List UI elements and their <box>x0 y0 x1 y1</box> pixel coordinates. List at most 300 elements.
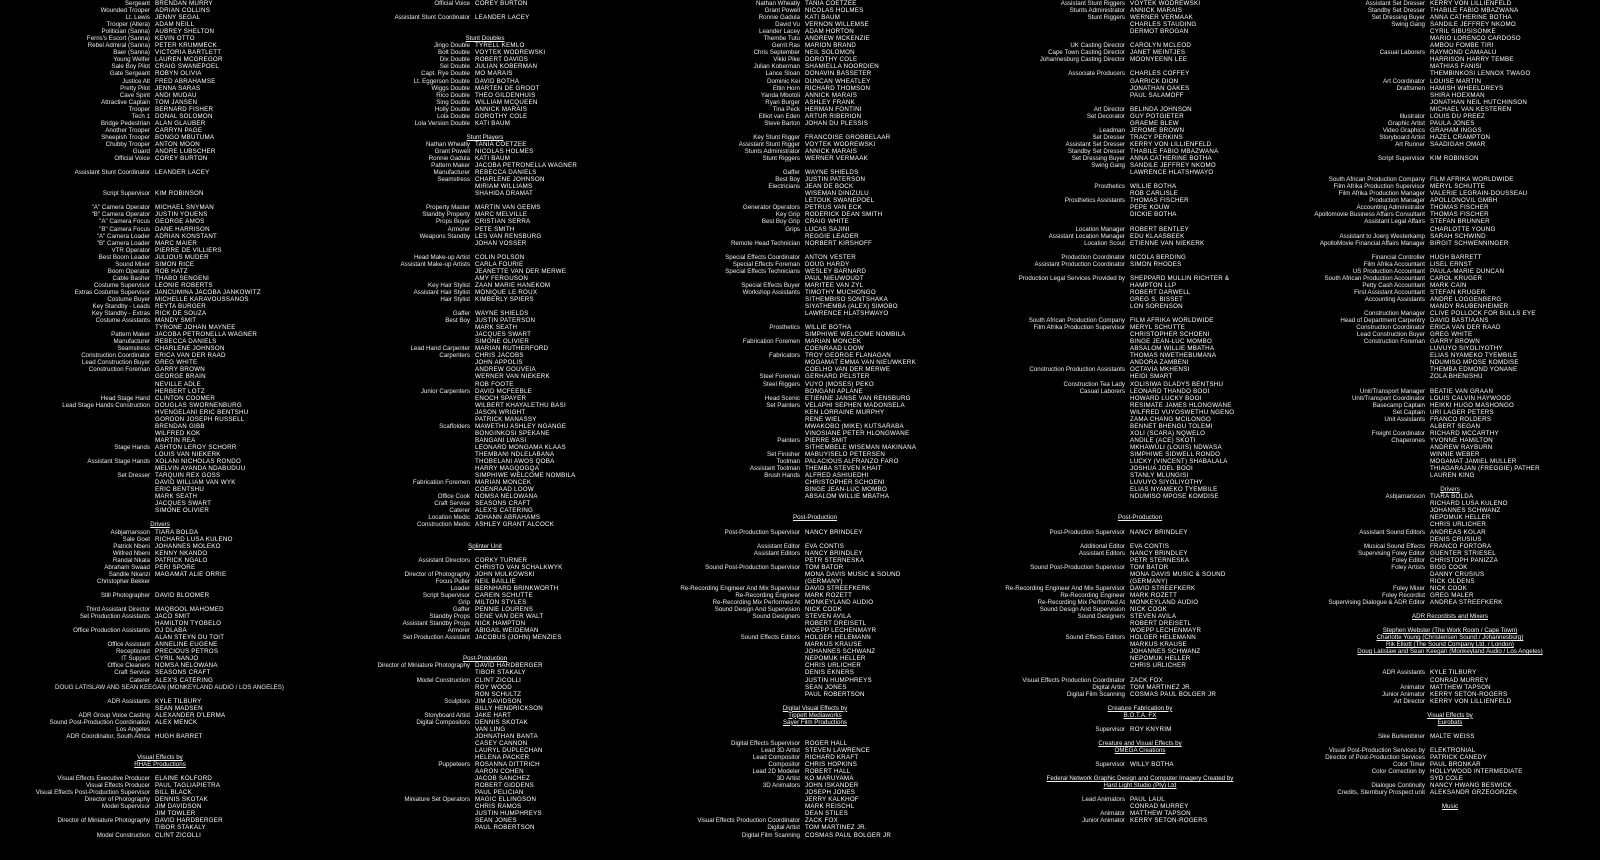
credit-name: ETIENNE VAN NIEKERK <box>1130 239 1205 247</box>
credit-name: ROBYN OLIVIA <box>155 70 202 78</box>
credit-role: "B" Camera Focus <box>99 225 150 233</box>
credit-name: HELENA PACKER <box>475 754 530 762</box>
credit-role <box>980 416 1130 423</box>
credit-spacer <box>980 176 1300 183</box>
credit-row <box>0 402 320 409</box>
credit-name: ROBERT DAVIDS <box>475 56 529 64</box>
credit-name: JUSTIN PATERSON <box>475 317 536 325</box>
credit-row <box>980 21 1300 28</box>
credit-row <box>320 162 650 169</box>
credit-row <box>320 430 650 437</box>
credit-name: DENE VAN DER WALT <box>475 613 544 621</box>
credit-row <box>320 416 650 423</box>
credit-row <box>650 21 980 28</box>
credit-role: Key Stunt Rigger <box>753 133 800 141</box>
credit-role: Manufacturer <box>113 338 150 346</box>
credit-name: MARK REISCHL <box>805 803 855 811</box>
credit-name: ASHTON LEROY SCHORR <box>155 443 237 451</box>
credit-name: ALBERT SEGAN <box>1430 422 1481 430</box>
credit-name: PAUL ROBERTSON <box>475 824 535 832</box>
credit-role <box>0 465 155 472</box>
credit-role: Assistant Editors <box>1078 549 1125 557</box>
credit-name: TIBOR STAKALY <box>155 824 206 832</box>
credit-name: PAUL ROBERTSON <box>805 690 865 698</box>
credit-name: BIGG COOK <box>1430 563 1468 571</box>
credit-row <box>1300 500 1600 507</box>
credit-name: OCTAVIA MKHENSI <box>1130 366 1190 374</box>
credit-name: ROBERT DARWELL <box>1130 288 1191 296</box>
credit-row <box>1300 289 1600 296</box>
credit-role: Supervising Foley Editor <box>1357 549 1425 557</box>
credit-row <box>320 761 650 768</box>
credit-name: ELAINE KOLFORD <box>155 775 213 783</box>
credit-spacer <box>1300 662 1600 669</box>
credit-row <box>320 120 650 127</box>
credit-name: PERI SPORE <box>155 563 196 571</box>
credit-role <box>980 627 1130 634</box>
credit-name: KEN LORRAINE MURPHY <box>805 408 885 416</box>
credit-role: Apollomovie Business Affairs Consultant <box>1314 211 1425 219</box>
credit-role: Puppeteers <box>438 761 470 769</box>
credit-name: COSMAS PAUL BOLGER JR <box>1130 690 1217 698</box>
credit-role <box>320 726 475 733</box>
credit-row <box>650 155 980 162</box>
credit-row <box>980 134 1300 141</box>
credit-name: RICHARD KRAFT <box>805 754 859 762</box>
credit-name: PEPE KOUW <box>1130 204 1170 212</box>
credit-name: COENRAAD LOOW <box>805 345 864 353</box>
credit-name: CRAIG WHITE <box>805 218 849 226</box>
credit-row <box>980 162 1300 169</box>
credit-name: RICK DE SOUZA <box>155 310 207 318</box>
credit-row <box>980 282 1300 289</box>
credit-row <box>650 592 980 599</box>
credit-spacer <box>980 63 1300 70</box>
credit-row <box>0 324 320 331</box>
credit-section-heading: RHAE Productions <box>134 761 186 769</box>
credit-role: Draftsmen <box>1396 84 1425 92</box>
credit-name: NICOLAS HOLMES <box>475 147 534 155</box>
credit-spacer <box>0 176 320 183</box>
credit-name: WISEMAN DINIZULU <box>805 190 869 198</box>
credit-row <box>650 14 980 21</box>
credit-role <box>0 486 155 493</box>
credit-row <box>320 677 650 684</box>
credit-role: Carpenters <box>439 352 470 360</box>
credit-role: Remote Head Technician <box>730 239 800 247</box>
credit-name: SYD COLE <box>1430 775 1464 783</box>
credit-row <box>320 747 650 754</box>
credit-row <box>650 99 980 106</box>
credit-role: Foley Editor <box>1391 556 1425 564</box>
credit-row <box>650 655 980 662</box>
credit-name: CHRIS URLICHER <box>805 662 862 670</box>
credit-name: NEPOMUK HELLER <box>1430 514 1491 522</box>
credit-role: "B" Camera Loader <box>96 239 150 247</box>
credit-row <box>1300 85 1600 92</box>
credit-row <box>320 381 650 388</box>
credit-role <box>0 824 155 831</box>
credit-name: TANIA COETZEE <box>475 140 527 148</box>
credit-row <box>320 402 650 409</box>
credit-name: JOHAN DU PLESSIS <box>805 119 869 127</box>
credit-row <box>1300 507 1600 514</box>
credit-name: NEPOMUK HELLER <box>805 655 866 663</box>
credit-role: Assistant Set Dresser <box>1065 140 1125 148</box>
credit-row <box>980 345 1300 352</box>
credit-name: MARITEE VAN ZYL <box>805 281 864 289</box>
credit-role <box>320 373 475 380</box>
credit-role <box>650 331 805 338</box>
credit-row <box>320 366 650 373</box>
credit-role: Location Manager <box>1075 225 1125 233</box>
credit-name: NDUMISO MPOSE KOMDISE <box>1430 359 1519 367</box>
credit-role <box>650 641 805 648</box>
credit-role: David Vu <box>775 21 800 29</box>
credit-name: JUSTIN PATERSON <box>805 176 866 184</box>
credit-role <box>980 78 1130 85</box>
credit-name: KYLE TILBURY <box>155 697 202 705</box>
credit-name: WOEPP LECHENMAYR <box>1130 627 1202 635</box>
credit-name: DOROTHY COLE <box>475 112 528 120</box>
credit-role <box>980 282 1130 289</box>
credit-row <box>0 578 320 585</box>
credit-role: Gate Sergeant <box>109 70 150 78</box>
credit-name: STEVEN LAWRENCE <box>805 746 871 754</box>
credit-role: Gaffer <box>452 310 470 318</box>
credit-name: PENNIE LOURENS <box>475 606 534 614</box>
credit-role: Nathan Wheatly <box>755 0 800 7</box>
credit-role <box>980 444 1130 451</box>
credit-role <box>650 810 805 817</box>
credit-name: DONAL SOLOMON <box>155 112 213 120</box>
credit-role: Set Decorator <box>1086 112 1125 120</box>
credit-spacer <box>0 768 320 775</box>
credit-name: CHARLES STAUDING <box>1130 21 1197 29</box>
credit-role: ADR Assistants <box>107 697 150 705</box>
credit-role: VTR Operator <box>111 246 150 254</box>
credit-role: Foley Recordist <box>1382 591 1425 599</box>
credit-role: First Assistant Accountant <box>1354 288 1425 296</box>
credit-row <box>320 409 650 416</box>
credit-role: Director of Photography <box>404 570 470 578</box>
credit-role <box>1300 571 1430 578</box>
credit-role <box>980 85 1130 92</box>
credit-row <box>650 578 980 585</box>
credit-role: Best Boy <box>445 317 470 325</box>
credit-row <box>980 183 1300 190</box>
credit-row <box>980 28 1300 35</box>
credit-role: Freight Coordinator <box>1371 429 1425 437</box>
credit-row <box>650 571 980 578</box>
credit-name: MAGIC ELLINGSON <box>475 796 537 804</box>
credit-role <box>650 303 805 310</box>
credit-role <box>320 183 475 190</box>
credit-section-heading: Tippett Mediaworks <box>788 711 842 719</box>
credit-spacer <box>320 28 650 35</box>
credit-row <box>980 388 1300 395</box>
credit-row <box>1300 28 1600 35</box>
credit-name: THABO SENGENI <box>155 274 210 282</box>
credit-name: MABUYISELO PETERSEN <box>805 451 886 458</box>
credit-name: PETR STERNESKA <box>805 556 865 564</box>
credit-role <box>320 409 475 416</box>
credit-row <box>320 113 650 120</box>
credit-role <box>320 430 475 437</box>
credit-row <box>1300 183 1600 190</box>
credit-role: Lead Compositor <box>752 754 800 762</box>
credit-row <box>0 28 320 35</box>
credit-row <box>320 310 650 317</box>
credit-row <box>1300 35 1600 42</box>
credit-name: DAVID BASTIAANS <box>1430 317 1489 325</box>
credit-role: IT Support <box>121 655 150 663</box>
credit-role: Set Dressing Buyer <box>1371 14 1425 22</box>
credit-role: 3D Artist <box>776 775 800 783</box>
credit-role: Lola Version Double <box>414 119 470 127</box>
credit-name: BERNARD FISHER <box>155 105 214 113</box>
credit-role <box>320 747 475 754</box>
credit-row <box>0 543 320 550</box>
credit-name: STEFAN BRUNNER <box>1430 218 1490 226</box>
credit-role: Prosthetics <box>769 324 800 332</box>
credit-role <box>650 662 805 669</box>
credit-section-heading: Drivers <box>150 521 170 529</box>
credit-name: MOONYEENN LEE <box>1130 56 1188 64</box>
credit-row <box>320 719 650 726</box>
credit-row <box>650 599 980 606</box>
credit-role: Weapons Standby <box>419 232 470 240</box>
credit-role: Unit/Transport Manager <box>1359 387 1425 395</box>
credit-row <box>320 712 650 719</box>
credit-name: WILLIAM MCQUEEN <box>475 98 538 106</box>
credit-role <box>320 782 475 789</box>
credit-role: Video Graphics <box>1382 126 1425 134</box>
credit-name: RESIMATE JAMES HLONGWANE <box>1130 401 1232 409</box>
credit-section-heading: Stunt Doubles <box>465 35 505 43</box>
credit-row <box>1300 366 1600 373</box>
credit-role <box>320 402 475 409</box>
credit-row <box>980 817 1300 824</box>
credit-role: Costume Assistants <box>95 317 150 325</box>
credit-name: ANDREW GOUVEIA <box>475 366 536 374</box>
credit-name: TRACY PERKINS <box>1130 133 1183 141</box>
credit-name: THEMBINKOSI LENNOX TWAGO <box>1430 70 1531 78</box>
credit-row <box>980 148 1300 155</box>
credit-name: JOHANNES MOLEKO <box>155 542 221 550</box>
credit-name: PAUL BRONKAR <box>1430 761 1481 769</box>
credit-row <box>0 113 320 120</box>
credit-row <box>1300 761 1600 768</box>
credit-name: CHARLOTTE YOUNG <box>1430 225 1496 233</box>
credit-role <box>320 444 475 451</box>
credit-role <box>1300 373 1430 380</box>
credit-role: Art Coordinator <box>1383 77 1425 85</box>
credit-row <box>650 395 980 402</box>
credit-row <box>320 606 650 613</box>
credit-role: Fabrication Foremen <box>742 338 800 346</box>
credit-row <box>1300 493 1600 500</box>
credit-role: Assistant Editors <box>753 549 800 557</box>
credit-row <box>320 268 650 275</box>
credit-role <box>320 416 475 423</box>
credit-spacer <box>1300 796 1600 803</box>
credit-name: HAZEL CRAMPTON <box>1430 133 1491 141</box>
credit-row <box>320 289 650 296</box>
credit-role <box>650 578 805 585</box>
credit-name: GREG S. BISSET <box>1130 295 1184 303</box>
credit-role <box>320 338 475 345</box>
credit-row <box>320 338 650 345</box>
credit-name: TIARA BOLDA <box>155 528 199 536</box>
credit-row <box>980 620 1300 627</box>
credit-row <box>650 296 980 303</box>
credit-role <box>980 557 1130 564</box>
credit-name: RON SCHULTZ <box>475 690 522 698</box>
credit-row <box>0 373 320 380</box>
credit-row <box>0 49 320 56</box>
credit-row <box>320 70 650 77</box>
credit-name: CHRIS RAMOS <box>475 803 522 811</box>
credit-role <box>980 92 1130 99</box>
credit-role: Office Production Assistants <box>73 627 150 635</box>
credit-name: JULIOUS MUDER <box>155 253 209 261</box>
credit-name: DUNCAN WHEATLEY <box>805 77 871 85</box>
credit-name: CLINT ZICOLLI <box>475 676 522 684</box>
credit-row <box>320 627 650 634</box>
credit-row <box>0 662 320 669</box>
credit-row <box>0 613 320 620</box>
credit-role: Asbjarnarsson <box>1385 493 1425 501</box>
credit-role <box>0 437 155 444</box>
credit-role: Construction Foreman <box>1363 338 1425 346</box>
credit-row <box>650 627 980 634</box>
credit-name: MERYL SCHUTTE <box>1130 324 1186 332</box>
credit-row <box>320 190 650 197</box>
credit-row <box>320 324 650 331</box>
credit-row <box>980 85 1300 92</box>
credit-row <box>320 56 650 63</box>
credit-role: Script Supervisor <box>102 190 150 198</box>
credit-name: LAURYL DUPLECHAN <box>475 746 543 754</box>
credit-name: CLINT ZICOLLI <box>155 831 202 839</box>
credit-role <box>1300 345 1430 352</box>
credit-name: MONKEYLAND AUDIO <box>1130 598 1199 606</box>
credit-row <box>1300 359 1600 366</box>
credit-name: MONKEYLAND AUDIO <box>805 598 874 606</box>
credit-role: ApolloMovie Financial Affairs Manager <box>1319 239 1425 247</box>
credit-name: LUVUYO SIYOLIYOTHY <box>1430 345 1503 353</box>
credit-row <box>1300 303 1600 310</box>
credit-row <box>0 261 320 268</box>
credit-row <box>650 289 980 296</box>
credit-role <box>980 169 1130 176</box>
credit-name: PALACIOUS ALFRANZO FARO <box>805 458 899 466</box>
credit-role: Illustrator <box>1399 112 1425 120</box>
credit-spacer <box>650 698 980 705</box>
credit-role: Holly Double <box>434 105 470 113</box>
credit-row <box>980 557 1300 564</box>
credit-role <box>320 458 475 465</box>
credit-name: HOWARD LUCKY BOOI <box>1130 394 1202 402</box>
credit-spacer <box>0 514 320 521</box>
credit-row <box>0 430 320 437</box>
credit-role: UK Casting Director <box>1070 42 1125 50</box>
credit-name: ENOCH SPAYER <box>475 394 527 402</box>
credit-section-heading: Post-Production <box>1117 514 1163 522</box>
credit-name: JUSTIN YOUENS <box>155 211 208 219</box>
credit-role <box>1300 458 1430 465</box>
credit-role: Wiggs Double <box>431 84 470 92</box>
credit-name: SIMON RICE <box>155 260 195 268</box>
credit-name: DANE HARRISON <box>155 225 210 233</box>
credit-row <box>1300 543 1600 550</box>
credit-name: MANDY RAUBENHEIMER <box>1430 303 1509 311</box>
credit-role: Model Construction <box>96 831 150 839</box>
credit-role: Steel Riggers <box>762 380 800 388</box>
credit-role: Loader <box>450 584 470 592</box>
credit-name: KIM ROBINSON <box>1430 155 1479 163</box>
credit-name: SITHEMBISO SONTSHAKA <box>805 295 889 303</box>
credit-name: VAN LING <box>475 725 506 733</box>
credit-name: MARTEN DE GROOT <box>475 84 540 92</box>
credit-row <box>320 796 650 803</box>
credit-role: Post-Production Supervisor <box>724 528 800 536</box>
credit-row <box>1300 7 1600 14</box>
credit-name: THOBELANI AWOS QOBA <box>475 458 555 466</box>
credit-name: SANDILE JEFFREY NKOMO <box>1130 162 1216 170</box>
credit-role <box>980 28 1130 35</box>
credit-row <box>980 7 1300 14</box>
credit-row <box>320 592 650 599</box>
credit-role: Digital Artist <box>767 824 800 832</box>
credit-row <box>980 49 1300 56</box>
credit-role <box>320 381 475 388</box>
credit-role <box>1300 92 1430 99</box>
credit-row <box>320 789 650 796</box>
credit-name: MICHAEL SNYMAN <box>155 204 214 212</box>
credit-name: WOEPP LECHENMAYR <box>805 627 877 635</box>
credit-name: ASHLEY FRANK <box>805 98 855 106</box>
credit-name: LOUISE MARTIN <box>1430 77 1482 85</box>
credit-role <box>0 620 155 627</box>
credit-role <box>980 578 1130 585</box>
credit-spacer <box>980 268 1300 275</box>
credit-name: JIM DAVIDSON <box>155 803 202 811</box>
credit-role: Assistant Set Dresser <box>1365 0 1425 7</box>
credit-name: CHRISTOPH PANIZZA <box>1430 556 1498 564</box>
credit-row <box>650 190 980 197</box>
credit-row <box>980 0 1300 7</box>
credit-name: DANNY CRUSIUS <box>1430 570 1485 578</box>
credit-row <box>980 691 1300 698</box>
credit-row <box>650 352 980 359</box>
credit-row <box>650 211 980 218</box>
credit-name: ROY KNYRIM <box>1130 725 1172 733</box>
credit-row <box>650 204 980 211</box>
credit-role: Patrick Nbeni <box>113 542 150 550</box>
credit-role <box>980 571 1130 578</box>
credit-row <box>980 465 1300 472</box>
credit-row <box>1300 782 1600 789</box>
credit-name: BONGINKOSI SPEKANE <box>475 429 550 437</box>
credit-row <box>650 402 980 409</box>
credit-role: Seamstress <box>437 176 470 184</box>
credit-name: SANDILE JEFFREY NKOMO <box>1430 21 1516 29</box>
credit-spacer <box>0 740 320 747</box>
credit-role: Sound Designers <box>1077 613 1125 621</box>
credit-row <box>980 564 1300 571</box>
